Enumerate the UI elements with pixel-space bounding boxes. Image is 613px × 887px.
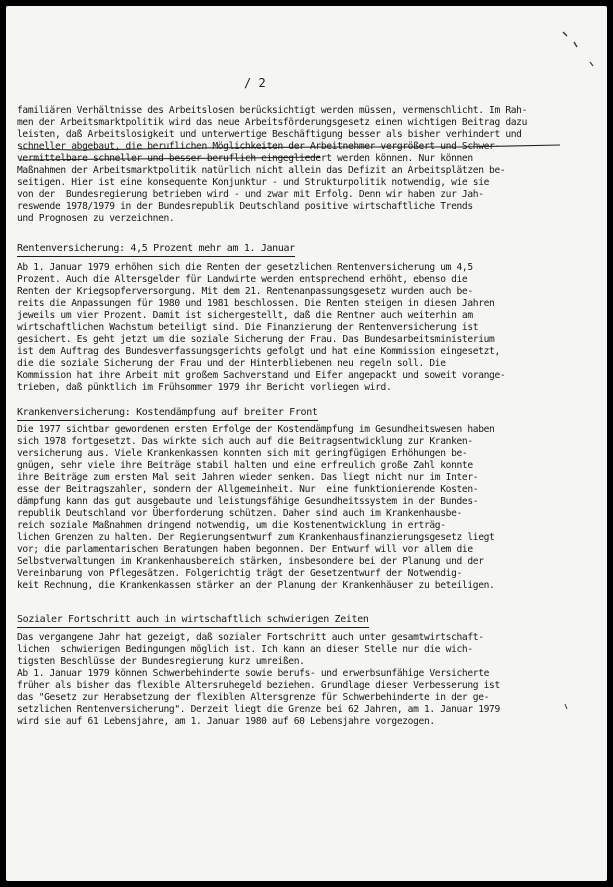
- text-line: von der Bundesregierung betrieben wird - und zwar mit Erfolg. Denn wir haben zur Jah-: [17, 189, 484, 200]
- text-line: Renten der Kriegsopferversorgung. Mit dem 21. Rentenanpassungsgesetz wurden auch be-: [17, 286, 473, 297]
- corner-mark: [574, 42, 577, 47]
- text-line: reits die Anpassungen für 1980 und 1981 beschlossen. Die Renten steigen in diesen Jahren: [17, 298, 495, 309]
- text-line: gnügen, sehr viele ihre Beiträge stabil halten und eine erfreulich große Zahl konnte: [17, 460, 473, 471]
- text-line: Vereinbarung von Pflegesätzen. Folgerichtig trägt der Gesetzentwurf der Notwendig-: [17, 568, 462, 579]
- section-heading-rentenversicherung: Rentenversicherung: 4,5 Prozent mehr am 1. Januar: [17, 243, 295, 257]
- text-line: Selbstverwaltungen im Krankenhausbereich stärken, insbesondere bei der Planung und der: [17, 556, 484, 567]
- text-line: wirtschaftlichen Wachstum beteiligt sind. Die Finanzierung der Rentenversicherung ist: [17, 322, 479, 333]
- section-body-krankenversicherung: [17, 424, 589, 592]
- intro-paragraph: [17, 105, 589, 225]
- text-line: wird sie auf 61 Lebensjahre, am 1. Januar 1980 auf 60 Lebensjahre vorgezogen.: [17, 716, 435, 727]
- text-line: Das vergangene Jahr hat gezeigt, daß sozialer Fortschritt auch unter gesamtwirtschaft-: [17, 632, 484, 643]
- text-line: Kommission hat ihre Arbeit mit großem Sachverstand und Eifer angepackt und soweit vorange-: [17, 370, 506, 381]
- text-line: familiären Verhältnisse des Arbeitslosen berücksichtigt werden müssen, vermenschlicht. Im Rah-: [17, 105, 528, 116]
- section-heading-krankenversicherung: Krankenversicherung: Kostendämpfung auf breiter Front: [17, 407, 318, 421]
- text-line: trieben, daß pünktlich im Frühsommer 1979 ihr Bericht vorliegen wird.: [17, 382, 392, 393]
- text-line: früher als bisher das flexible Altersruhegeld beziehen. Grundlage dieser Verbesserung ist: [17, 680, 500, 691]
- text-line: Prozent. Auch die Altersgelder für Landwirte werden entsprechend erhöht, ebenso die: [17, 274, 468, 285]
- section-heading-sozialer-fortschritt: Sozialer Fortschritt auch in wirtschaftlich schwierigen Zeiten: [17, 614, 369, 628]
- section-body-rentenversicherung: [17, 262, 589, 394]
- text-line: und Prognosen zu verzeichnen.: [17, 213, 175, 224]
- text-line: men der Arbeitsmarktpolitik wird das neue Arbeitsförderungsgesetz einen wichtigen Beitrag dazu: [17, 117, 528, 128]
- text-line: sich 1978 fortgesetzt. Das wirkte sich auch auf die Beitragsentwicklung zur Kranken-: [17, 436, 473, 447]
- text-line: versicherung aus. Viele Krankenkassen konnten sich mit geringfügigen Erhöhungen be-: [17, 448, 468, 459]
- text-line: esse der Beitragszahler, sondern der Allgemeinheit. Nur eine funktionierende Kosten-: [17, 484, 479, 495]
- text-line: vermittelbare schneller und besser beruflich eingegliedert werden können. Nur können: [17, 153, 473, 164]
- text-line: lichen Grenzen zu halten. Der Regierungsentwurf zum Krankenhausfinanzierungsgesetz liegt: [17, 532, 495, 543]
- text-line: Die 1977 sichtbar gewordenen ersten Erfolge der Kostendämpfung im Gesundheitswesen haben: [17, 424, 495, 435]
- text-line: ihre Beiträge zum ersten Mal seit Jahren wieder senken. Das liegt nicht nur im Inter-: [17, 472, 479, 483]
- text-line: vor; die parlamentarischen Beratungen haben begonnen. Der Entwurf will vor allem die: [17, 544, 473, 555]
- section-body-sozialer-fortschritt: [17, 632, 589, 728]
- text-line: keit Rechnung, die Krankenkassen stärker an der Planung der Krankenhäuser zu beteiligen.: [17, 580, 495, 591]
- text-line: tigsten Beschlüsse der Bundesregierung kurz umreißen.: [17, 656, 305, 667]
- text-line: Maßnahmen der Arbeitsmarktpolitik natürlich nicht allein das Defizit an Arbeitsplätzen be-: [17, 165, 506, 176]
- corner-mark: [590, 62, 593, 66]
- text-line: jeweils um vier Prozent. Damit ist sichergestellt, daß die Rentner auch weiterhin am: [17, 310, 473, 321]
- text-line: Ab 1. Januar 1979 können Schwerbehinderte sowie berufs- und erwerbsunfähige Versicherte: [17, 668, 490, 679]
- text-line: gesichert. Es geht jetzt um die soziale Sicherung der Frau. Das Bundesarbeitsministerium: [17, 334, 495, 345]
- text-line: reswende 1978/1979 in der Bundesrepublik Deutschland positive wirtschaftliche Trends: [17, 201, 473, 212]
- text-line: lichen schwierigen Bedingungen möglich ist. Ich kann an dieser Stelle nur die wich-: [17, 644, 473, 655]
- page-number: / 2: [244, 76, 266, 90]
- text-line: setzlichen Rentenversicherung". Derzeit liegt die Grenze bei 62 Jahren, am 1. Januar 1979: [17, 704, 500, 715]
- text-line: seitigen. Hier ist eine konsequente Konjunktur - und Strukturpolitik notwendig, wie sie: [17, 177, 490, 188]
- text-line: republik Deutschland vor Überforderung schützen. Daher sind auch im Krankenhausbe-: [17, 508, 462, 519]
- text-line: ist dem Auftrag des Bundesverfassungsgerichts gefolgt und hat eine Kommission eingesetzt,: [17, 346, 500, 357]
- text-line: leisten, daß Arbeitslosigkeit und unterwertige Beschäftigung besser als bisher verhindert und: [17, 129, 522, 140]
- text-line: reich soziale Maßnahmen dringend notwendig, um die Kostenentwicklung in erträg-: [17, 520, 446, 531]
- text-line: die die soziale Sicherung der Frau und der Hinterbliebenen neu regeln soll. Die: [17, 358, 446, 369]
- text-line: schneller abgebaut, die beruflichen Möglichkeiten der Arbeitnehmer vergrößert und Schwer-: [17, 141, 500, 152]
- text-line: dämpfung kann das gut ausgebaute und leistungsfähige Gesundheitssystem in der Bundes-: [17, 496, 479, 507]
- corner-mark: [563, 32, 567, 36]
- text-line: Ab 1. Januar 1979 erhöhen sich die Renten der gesetzlichen Rentenversicherung um 4,5: [17, 262, 473, 273]
- text-line: das "Gesetz zur Herabsetzung der flexiblen Altersgrenze für Schwerbehinderte in der ge-: [17, 692, 490, 703]
